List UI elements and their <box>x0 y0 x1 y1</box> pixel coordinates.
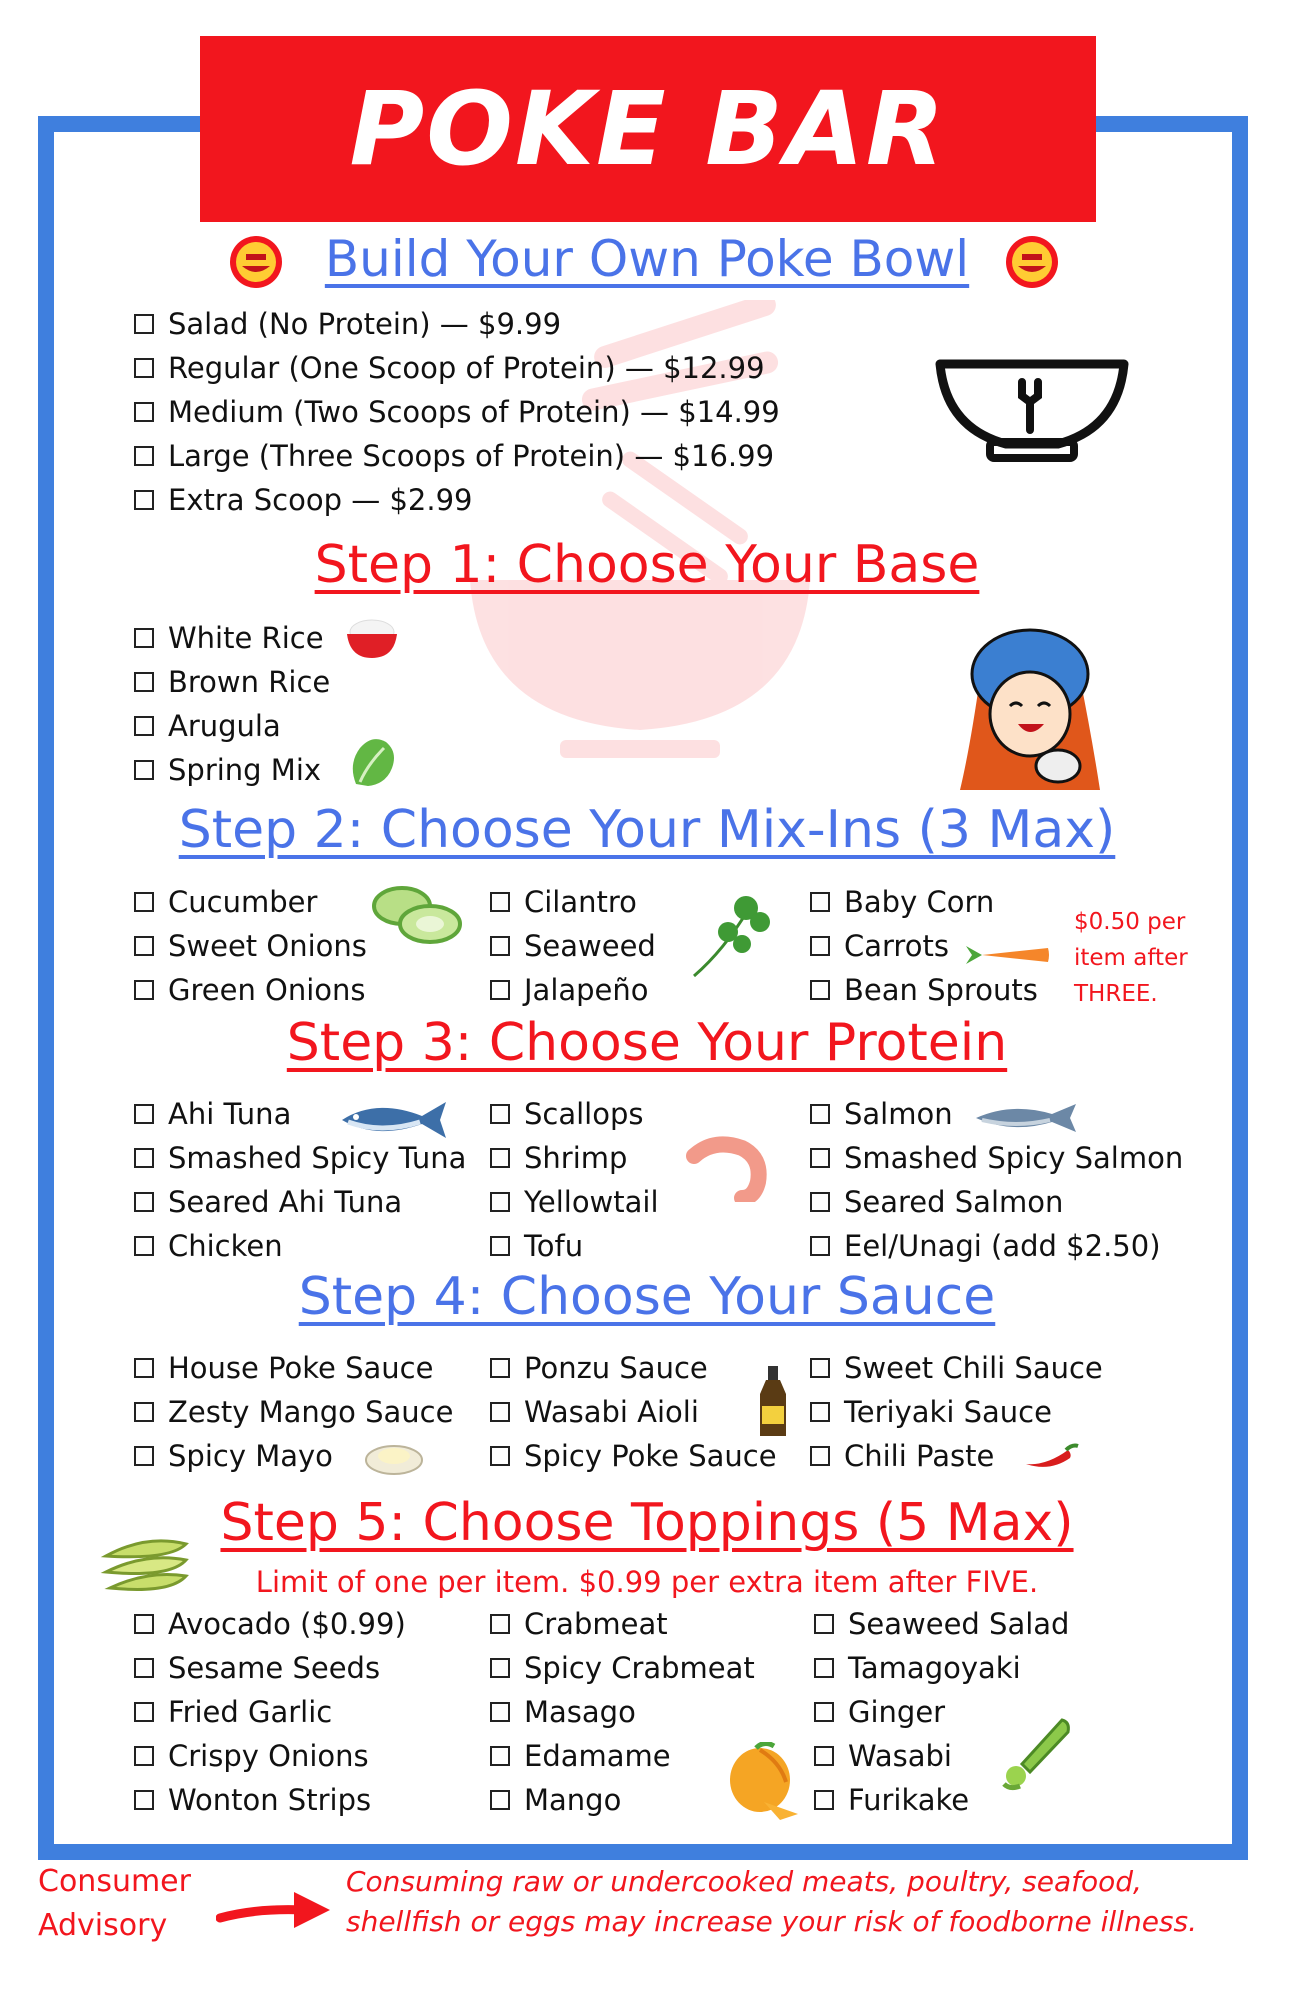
base-list <box>134 616 330 792</box>
title-banner <box>200 36 1096 222</box>
checkbox[interactable] <box>810 936 830 956</box>
protein-option[interactable]: Eel/Unagi (add $2.50) <box>810 1224 1183 1268</box>
sauce-option[interactable]: Teriyaki Sauce <box>810 1390 1103 1434</box>
mixin-option[interactable]: Baby Corn <box>810 880 1038 924</box>
mixin-option[interactable]: Carrots <box>810 924 1038 968</box>
checkbox[interactable] <box>490 1358 510 1378</box>
shrimp-icon <box>684 1136 768 1202</box>
sauce-option[interactable]: House Poke Sauce <box>134 1346 453 1390</box>
checkbox[interactable] <box>134 446 154 466</box>
topping-option[interactable]: Edamame <box>490 1734 755 1778</box>
lettuce-icon <box>346 734 400 790</box>
topping-option[interactable]: Sesame Seeds <box>134 1646 406 1690</box>
checkbox[interactable] <box>810 1236 830 1256</box>
protein-option[interactable]: Seared Salmon <box>810 1180 1183 1224</box>
checkbox[interactable] <box>490 1790 510 1810</box>
checkbox[interactable] <box>134 936 154 956</box>
bowl-size-list <box>134 302 780 522</box>
checkbox[interactable] <box>134 1148 154 1168</box>
checkbox[interactable] <box>490 1746 510 1766</box>
checkbox[interactable] <box>810 1148 830 1168</box>
checkbox[interactable] <box>490 1148 510 1168</box>
step4-heading: Step 4: Choose Your Sauce <box>298 1267 996 1327</box>
mixins-col1 <box>134 880 367 1012</box>
sauce-option[interactable]: Sweet Chili Sauce <box>810 1346 1103 1390</box>
checkbox[interactable] <box>134 314 154 334</box>
mixin-option[interactable]: Sweet Onions <box>134 924 367 968</box>
sauce-option[interactable]: Chili Paste <box>810 1434 1103 1478</box>
bowl-heading: Build Your Own Poke Bowl <box>324 230 970 288</box>
checkbox[interactable] <box>134 1402 154 1422</box>
topping-option[interactable]: Furikake <box>814 1778 1069 1822</box>
checkbox[interactable] <box>490 980 510 1000</box>
mayo-dish-icon <box>362 1440 426 1480</box>
checkbox[interactable] <box>490 1104 510 1124</box>
sauce-option[interactable]: Zesty Mango Sauce <box>134 1390 453 1434</box>
base-option[interactable]: Spring Mix <box>134 748 330 792</box>
checkbox[interactable] <box>810 1446 830 1466</box>
checkbox[interactable] <box>134 672 154 692</box>
checkbox[interactable] <box>134 1658 154 1678</box>
base-option[interactable]: White Rice <box>134 616 330 660</box>
checkbox[interactable] <box>134 1104 154 1124</box>
checkbox[interactable] <box>490 1192 510 1212</box>
tuna-fish-icon <box>336 1096 452 1142</box>
topping-option[interactable]: Fried Garlic <box>134 1690 406 1734</box>
bowl-size-option[interactable]: Salad (No Protein) — $9.99 <box>134 302 780 346</box>
topping-option[interactable]: Crispy Onions <box>134 1734 406 1778</box>
checkbox[interactable] <box>134 1446 154 1466</box>
mixin-option[interactable]: Bean Sprouts <box>810 968 1038 1012</box>
topping-option[interactable]: Crabmeat <box>490 1602 755 1646</box>
toppings-col1 <box>134 1602 406 1822</box>
sauce-option[interactable]: Wasabi Aioli <box>490 1390 777 1434</box>
build-bowl-icon <box>932 352 1132 464</box>
mixin-option[interactable]: Jalapeño <box>490 968 656 1012</box>
step3-heading: Step 3: Choose Your Protein <box>286 1013 1008 1073</box>
topping-option[interactable]: Seaweed Salad <box>814 1602 1069 1646</box>
bowl-size-option[interactable]: Medium (Two Scoops of Protein) — $14.99 <box>134 390 780 434</box>
checkbox[interactable] <box>134 892 154 912</box>
checkbox[interactable] <box>490 1236 510 1256</box>
protein-option[interactable]: Shrimp <box>490 1136 659 1180</box>
checkbox[interactable] <box>134 628 154 648</box>
protein-option[interactable]: Tofu <box>490 1224 659 1268</box>
topping-option[interactable]: Avocado ($0.99) <box>134 1602 406 1646</box>
step5-heading: Step 5: Choose Toppings (5 Max) <box>220 1493 1074 1553</box>
chef-girl-illustration-icon <box>950 618 1110 790</box>
checkbox[interactable] <box>490 892 510 912</box>
checkbox[interactable] <box>134 1702 154 1722</box>
checkbox[interactable] <box>134 1236 154 1256</box>
mango-icon <box>720 1742 802 1822</box>
checkbox[interactable] <box>490 936 510 956</box>
arrow-right-icon <box>216 1884 336 1934</box>
bowl-size-option[interactable]: Extra Scoop — $2.99 <box>134 478 780 522</box>
checkbox[interactable] <box>810 1358 830 1378</box>
protein-option[interactable]: Smashed Spicy Tuna <box>134 1136 466 1180</box>
topping-option[interactable]: Spicy Crabmeat <box>490 1646 755 1690</box>
protein-option[interactable]: Chicken <box>134 1224 466 1268</box>
checkbox[interactable] <box>810 892 830 912</box>
checkbox[interactable] <box>814 1702 834 1722</box>
mixin-option[interactable]: Green Onions <box>134 968 367 1012</box>
consumer-advisory-text: Consuming raw or undercooked meats, poultry, seafood, shellfish or eggs may increase your risk of foodborne illness. <box>346 1865 1197 1938</box>
checkbox[interactable] <box>490 1614 510 1634</box>
mixin-option[interactable]: Seaweed <box>490 924 656 968</box>
checkbox[interactable] <box>134 980 154 1000</box>
bowl-size-option[interactable]: Regular (One Scoop of Protein) — $12.99 <box>134 346 780 390</box>
topping-option[interactable]: Tamagoyaki <box>814 1646 1069 1690</box>
checkbox[interactable] <box>134 1746 154 1766</box>
cilantro-icon <box>684 890 774 980</box>
checkbox[interactable] <box>810 1402 830 1422</box>
checkbox[interactable] <box>490 1402 510 1422</box>
sauce-option[interactable]: Spicy Poke Sauce <box>490 1434 777 1478</box>
checkbox[interactable] <box>814 1746 834 1766</box>
checkbox[interactable] <box>490 1446 510 1466</box>
salmon-fish-icon <box>972 1100 1080 1136</box>
checkbox[interactable] <box>814 1658 834 1678</box>
checkbox[interactable] <box>134 490 154 510</box>
mixin-extra-note: $0.50 per item after THREE. <box>1074 909 1188 1007</box>
chili-pepper-icon <box>1020 1442 1080 1470</box>
checkbox[interactable] <box>134 358 154 378</box>
base-option[interactable]: Brown Rice <box>134 660 330 704</box>
cucumber-slices-icon <box>370 878 466 948</box>
topping-option[interactable]: Wonton Strips <box>134 1778 406 1822</box>
checkbox[interactable] <box>134 1358 154 1378</box>
base-option[interactable]: Arugula <box>134 704 330 748</box>
page-title: POKE BAR <box>349 69 947 189</box>
topping-option[interactable]: Masago <box>490 1690 755 1734</box>
step2-heading: Step 2: Choose Your Mix-Ins (3 Max) <box>178 800 1116 860</box>
checkbox[interactable] <box>490 1658 510 1678</box>
checkbox[interactable] <box>134 1790 154 1810</box>
checkbox[interactable] <box>814 1614 834 1634</box>
toppings-limit-note: Limit of one per item. $0.99 per extra item after FIVE. <box>255 1565 1039 1599</box>
bowl-size-option[interactable]: Large (Three Scoops of Protein) — $16.99 <box>134 434 780 478</box>
checkbox[interactable] <box>490 1702 510 1722</box>
protein-option[interactable]: Seared Ahi Tuna <box>134 1180 466 1224</box>
carrot-icon <box>964 940 1050 970</box>
checkbox[interactable] <box>814 1790 834 1810</box>
topping-option[interactable]: Mango <box>490 1778 755 1822</box>
rice-bowl-icon <box>344 616 400 662</box>
avocado-slices-icon <box>100 1526 192 1596</box>
protein-col2 <box>490 1092 659 1268</box>
sauce-col2 <box>490 1346 777 1478</box>
mixins-col2 <box>490 880 656 1012</box>
sauce-option[interactable]: Spicy Mayo <box>134 1434 453 1478</box>
mixin-option[interactable]: Cucumber <box>134 880 367 924</box>
consumer-advisory-label: Consumer Advisory <box>38 1864 191 1943</box>
sauce-option[interactable]: Ponzu Sauce <box>490 1346 777 1390</box>
protein-option[interactable]: Salmon <box>810 1092 1183 1136</box>
topping-option[interactable]: Wasabi <box>814 1734 1069 1778</box>
protein-option[interactable]: Yellowtail <box>490 1180 659 1224</box>
checkbox[interactable] <box>810 1192 830 1212</box>
step1-heading: Step 1: Choose Your Base <box>314 535 980 595</box>
protein-option[interactable]: Smashed Spicy Salmon <box>810 1136 1183 1180</box>
toppings-col2 <box>490 1602 755 1822</box>
checkbox[interactable] <box>134 402 154 422</box>
checkbox[interactable] <box>134 760 154 780</box>
checkbox[interactable] <box>134 1192 154 1212</box>
topping-option[interactable]: Ginger <box>814 1690 1069 1734</box>
wasabi-tube-icon <box>998 1710 1074 1792</box>
protein-option[interactable]: Ahi Tuna <box>134 1092 466 1136</box>
checkbox[interactable] <box>134 1614 154 1634</box>
checkbox[interactable] <box>810 980 830 1000</box>
checkbox[interactable] <box>810 1104 830 1124</box>
mixin-option[interactable]: Cilantro <box>490 880 656 924</box>
protein-option[interactable]: Scallops <box>490 1092 659 1136</box>
checkbox[interactable] <box>134 716 154 736</box>
sauce-bottle-icon <box>756 1364 790 1438</box>
